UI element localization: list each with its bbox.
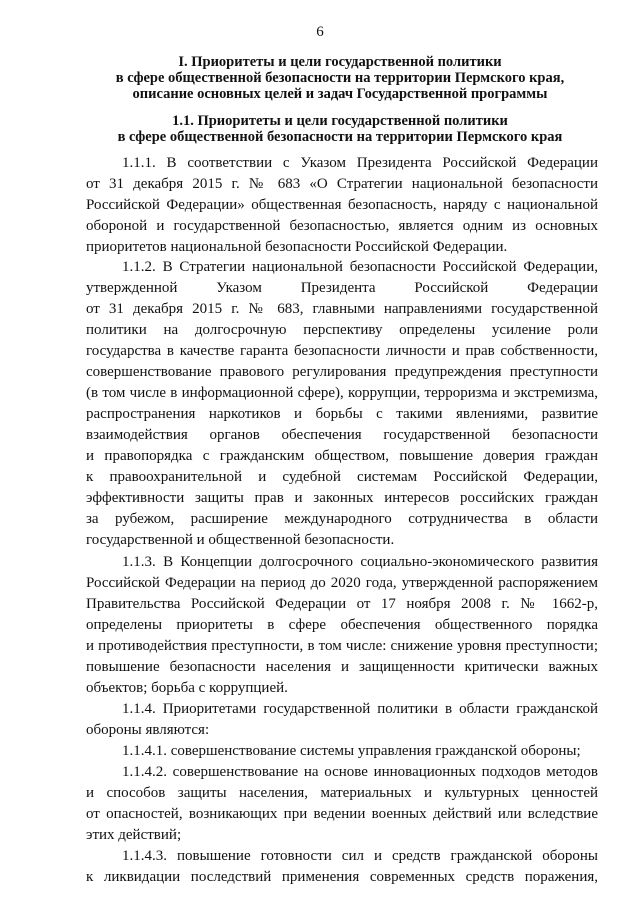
- section-heading: [100, 54, 580, 102]
- text-line: распространения наркотиков и борьбы с такими явлениями, развитие: [86, 406, 598, 422]
- text-line: приоритетов национальной безопасности Российской Федерации.: [86, 239, 508, 255]
- text-line: и правопорядка с гражданским обществом, повышение доверия граждан: [86, 448, 598, 464]
- text-line: (в том числе в информационной сфере), коррупции, терроризма и экстремизма,: [86, 385, 598, 401]
- text-line: 1.1.4.3. повышение готовности сил и средств гражданской обороны: [122, 848, 598, 864]
- text-line: 1.1.3. В Концепции долгосрочного социально-экономического развития: [122, 554, 598, 570]
- text-line: 1.1.1. В соответствии с Указом Президента Российской Федерации: [122, 155, 598, 171]
- text-line: от опасностей, возникающих при ведении военных действий или вследствие: [86, 806, 598, 822]
- text-line: и противодействия преступности, в том числе: снижение уровня преступности;: [86, 638, 598, 654]
- text-line: государственной и общественной безопасности.: [86, 532, 395, 548]
- text-line: и способов защиты населения, материальных и культурных ценностей: [86, 785, 598, 801]
- text-line: взаимодействия органов обеспечения государственной безопасности: [86, 427, 598, 443]
- text-line: совершенствование правового регулирования предупреждения преступности: [86, 364, 598, 380]
- text-line: объектов; борьба с коррупцией.: [86, 680, 288, 696]
- text-line: за рубежом, расширение международного сотрудничества в области: [86, 511, 598, 527]
- subsection-heading-line: в сфере общественной безопасности на территории Пермского края: [117, 129, 563, 145]
- section-heading-line: I. Приоритеты и цели государственной политики: [178, 54, 502, 70]
- text-line: эффективности защиты прав и законных интересов российских граждан: [86, 490, 598, 506]
- page-number: 6: [316, 24, 324, 40]
- text-line: обороны являются:: [86, 722, 210, 738]
- text-line: обороной и государственной безопасностью, является одним из основных: [86, 218, 598, 234]
- text-line: к ликвидации последствий применения современных средств поражения,: [86, 869, 598, 885]
- text-line: 1.1.4.1. совершенствование системы управления гражданской обороны;: [122, 743, 581, 759]
- text-line: государства в качестве гаранта безопасности личности и прав собственности,: [86, 343, 598, 359]
- text-line: этих действий;: [86, 827, 182, 843]
- text-line: 1.1.4.2. совершенствование на основе инновационных подходов методов: [122, 764, 598, 780]
- text-line: Правительства Российской Федерации от 17 ноября 2008 г. № 1662-р,: [86, 596, 598, 612]
- text-line: Российской Федерации» общественная безопасность, наряду с национальной: [86, 197, 598, 213]
- text-line: от 31 декабря 2015 г. № 683 «О Стратегии национальной безопасности: [86, 176, 598, 192]
- section-heading-line: в сфере общественной безопасности на территории Пермского края,: [115, 70, 565, 86]
- text-line: определены приоритеты в сфере обеспечения общественного порядка: [86, 617, 598, 633]
- text-line: 1.1.2. В Стратегии национальной безопасности Российской Федерации,: [122, 259, 598, 275]
- subsection-heading-line: 1.1. Приоритеты и цели государственной политики: [172, 113, 508, 129]
- text-line: от 31 декабря 2015 г. № 683, главными направлениями государственной: [86, 301, 598, 317]
- text-line: 1.1.4. Приоритетами государственной политики в области гражданской: [122, 701, 598, 717]
- text-line: к правоохранительной и судебной системам Российской Федерации,: [86, 469, 598, 485]
- section-heading-line: описание основных целей и задач Государственной программы: [132, 86, 548, 102]
- subsection-heading: [100, 113, 580, 145]
- text-line: утвержденной Указом Президента Российской Федерации: [86, 280, 598, 296]
- text-line: повышение безопасности населения и защищенности критически важных: [86, 659, 598, 675]
- text-line: Российской Федерации на период до 2020 года, утвержденной распоряжением: [86, 575, 598, 591]
- text-line: политики на долгосрочную перспективу определены усиление роли: [86, 322, 598, 338]
